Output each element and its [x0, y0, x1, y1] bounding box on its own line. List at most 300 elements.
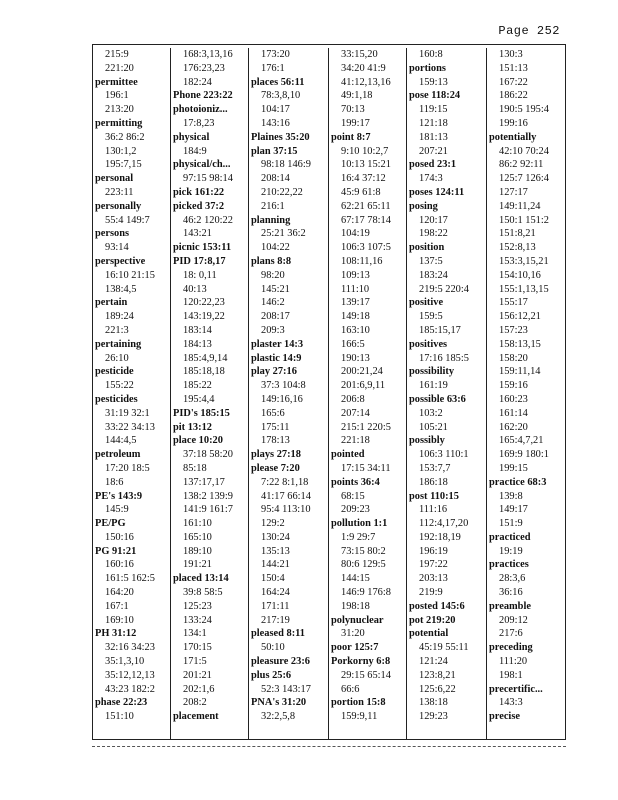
index-reference: 164:20 [105, 587, 134, 599]
index-reference: 206:8 [341, 393, 365, 405]
index-reference: 17:15 34:11 [341, 462, 391, 474]
index-column-3 [249, 48, 329, 739]
index-term: plus 25:6 [251, 669, 292, 681]
index-term: placement [173, 711, 219, 723]
index-reference: 109:13 [341, 269, 370, 281]
index-term: Plaines 35:20 [251, 131, 310, 143]
index-reference: 145:21 [261, 283, 290, 295]
index-term: PG 91:21 [95, 545, 137, 557]
index-reference: 129:2 [261, 518, 285, 530]
index-reference: 161:19 [419, 380, 448, 392]
index-reference: 159:11,14 [499, 366, 541, 378]
index-reference: 209:23 [341, 504, 370, 516]
index-reference: 18: 0,11 [183, 269, 217, 281]
index-reference: 139:8 [499, 490, 523, 502]
index-reference: 223:11 [105, 186, 134, 198]
index-reference: 42:10 70:24 [499, 145, 549, 157]
index-reference: 150:16 [105, 531, 134, 543]
index-reference: 50:10 [261, 642, 285, 654]
index-reference: 111:20 [499, 656, 528, 668]
index-term: point 8:7 [331, 131, 371, 143]
footer-divider [92, 746, 566, 747]
index-reference: 209:3 [261, 324, 285, 336]
index-term: posed 23:1 [409, 159, 457, 171]
index-term: plastic 14:9 [251, 352, 302, 364]
index-reference: 154:10,16 [499, 269, 541, 281]
index-reference: 175:11 [261, 421, 290, 433]
index-column-4 [329, 48, 407, 739]
index-reference: 156:12,21 [499, 311, 541, 323]
index-reference: 153:7,7 [419, 462, 451, 474]
index-reference: 171:5 [183, 656, 207, 668]
index-reference: 144:15 [341, 573, 370, 585]
index-reference: 36:16 [499, 587, 523, 599]
index-reference: 33:15,20 [341, 49, 378, 60]
index-reference: 98:18 146:9 [261, 159, 311, 171]
index-reference: 67:17 78:14 [341, 214, 391, 226]
index-reference: 146:2 [261, 297, 285, 309]
index-term: photoioniz... [173, 104, 228, 116]
index-reference: 139:17 [341, 297, 370, 309]
index-reference: 43:23 182:2 [105, 683, 155, 695]
index-reference: 196:1 [105, 90, 129, 102]
index-reference: 169:9 180:1 [499, 449, 549, 461]
index-reference: 17:8,23 [183, 117, 215, 129]
index-reference: 189:10 [183, 545, 212, 557]
index-reference: 198:22 [419, 228, 448, 240]
index-reference: 191:21 [183, 559, 212, 571]
index-reference: 93:14 [105, 242, 129, 254]
index-reference: 37:3 104:8 [261, 380, 306, 392]
index-reference: 125:7 126:4 [499, 173, 549, 185]
index-term: permittee [95, 76, 138, 88]
index-term: petroleum [95, 449, 141, 461]
index-reference: 149:16,16 [261, 393, 303, 405]
index-term: pit 13:12 [173, 421, 212, 433]
index-term: plan 37:15 [251, 145, 298, 157]
index-reference: 198:18 [341, 600, 370, 612]
index-term: Porkorny 6:8 [331, 656, 391, 668]
index-term: preceding [489, 642, 533, 654]
index-reference: 52:3 143:17 [261, 683, 311, 695]
index-term: Phone 223:22 [173, 90, 233, 102]
index-reference: 186:18 [419, 476, 448, 488]
index-reference: 55:4 149:7 [105, 214, 150, 226]
index-term: precise [489, 711, 520, 723]
index-reference: 97:15 98:14 [183, 173, 233, 185]
index-term: plays 27:18 [251, 449, 301, 461]
index-reference: 49:1,18 [341, 90, 373, 102]
index-reference: 174:3 [419, 173, 443, 185]
index-term: pointed [331, 449, 365, 461]
index-reference: 151:8,21 [499, 228, 536, 240]
index-reference: 213:20 [105, 104, 134, 116]
index-reference: 130:3 [499, 49, 523, 60]
index-reference: 68:15 [341, 490, 365, 502]
index-reference: 103:2 [419, 407, 443, 419]
index-reference: 37:18 58:20 [183, 449, 233, 461]
index-reference: 185:4,9,14 [183, 352, 228, 364]
index-term: pesticides [95, 393, 138, 405]
index-reference: 185:15,17 [419, 324, 461, 336]
index-reference: 35:1,3,10 [105, 656, 145, 668]
index-reference: 190:13 [341, 352, 370, 364]
index-reference: 160:8 [419, 49, 443, 60]
index-reference: 216:1 [261, 200, 285, 212]
index-reference: 208:14 [261, 173, 290, 185]
index-reference: 185:22 [183, 380, 212, 392]
index-reference: 62:21 65:11 [341, 200, 391, 212]
index-reference: 190:5 195:4 [499, 104, 549, 116]
index-reference: 184:9 [183, 145, 207, 157]
index-reference: 176:23,23 [183, 62, 225, 74]
index-reference: 31:19 32:1 [105, 407, 150, 419]
index-term: post 110:15 [409, 490, 459, 502]
index-reference: 203:13 [419, 573, 448, 585]
index-reference: 16:4 37:12 [341, 173, 386, 185]
index-term: pick 161:22 [173, 186, 225, 198]
index-reference: 162:20 [499, 421, 528, 433]
index-term: potentially [489, 131, 537, 143]
index-reference: 41:17 66:14 [261, 490, 311, 502]
index-reference: 120:22,23 [183, 297, 225, 309]
index-reference: 183:14 [183, 324, 212, 336]
index-term: personally [95, 200, 142, 212]
index-term: places 56:11 [251, 76, 305, 88]
index-reference: 9:10 10:2,7 [341, 145, 389, 157]
index-reference: 151:9 [499, 518, 523, 530]
index-reference: 171:11 [261, 600, 290, 612]
index-term: please 7:20 [251, 462, 300, 474]
index-reference: 28:3,6 [499, 573, 526, 585]
index-reference: 143:16 [261, 117, 290, 129]
index-term: possibly [409, 435, 445, 447]
index-term: pleasure 23:6 [251, 656, 310, 668]
index-term: PNA's 31:20 [251, 697, 307, 709]
index-reference: 155:17 [499, 297, 528, 309]
index-reference: 106:3 107:5 [341, 242, 391, 254]
index-reference: 184:13 [183, 338, 212, 350]
index-term: PID's 185:15 [173, 407, 230, 419]
index-reference: 186:22 [499, 90, 528, 102]
index-term: picked 37:2 [173, 200, 225, 212]
index-reference: 158:20 [499, 352, 528, 364]
index-reference: 217:19 [261, 614, 290, 626]
index-reference: 95:4 113:10 [261, 504, 311, 516]
index-column-1 [93, 48, 171, 739]
index-reference: 178:13 [261, 435, 290, 447]
index-reference: 137:17,17 [183, 476, 225, 488]
index-reference: 207:14 [341, 407, 370, 419]
index-reference: 138:4,5 [105, 283, 137, 295]
index-term: pot 219:20 [409, 614, 456, 626]
index-reference: 138:18 [419, 697, 448, 709]
index-reference: 165:4,7,21 [499, 435, 544, 447]
index-reference: 32:2,5,8 [261, 711, 296, 723]
index-term: persons [95, 228, 130, 240]
index-reference: 18:6 [105, 476, 124, 488]
index-reference: 210:22,22 [261, 186, 303, 198]
index-reference: 134:1 [183, 628, 207, 640]
index-reference: 208:17 [261, 311, 290, 323]
index-term: pleased 8:11 [251, 628, 305, 640]
index-reference: 106:3 110:1 [419, 449, 469, 461]
index-reference: 150:1 151:2 [499, 214, 549, 226]
index-term: portion 15:8 [331, 697, 386, 709]
index-reference: 133:24 [183, 614, 212, 626]
index-reference: 151:13 [499, 62, 528, 74]
index-reference: 165:10 [183, 531, 212, 543]
index-reference: 153:3,15,21 [499, 255, 549, 267]
index-reference: 129:23 [419, 711, 448, 723]
index-reference: 121:24 [419, 656, 448, 668]
index-reference: 40:13 [183, 283, 207, 295]
index-reference: 130:24 [261, 531, 290, 543]
index-term: pertaining [95, 338, 142, 350]
index-term: preamble [489, 600, 531, 612]
index-reference: 196:19 [419, 545, 448, 557]
index-reference: 150:4 [261, 573, 285, 585]
index-term: possible 63:6 [409, 393, 466, 405]
index-reference: 80:6 129:5 [341, 559, 386, 571]
index-reference: 10:13 15:21 [341, 159, 391, 171]
index-reference: 207:21 [419, 145, 448, 157]
index-term: possibility [409, 366, 455, 378]
index-term: practiced [489, 531, 531, 543]
index-reference: 144:21 [261, 559, 290, 571]
index-reference: 160:23 [499, 393, 528, 405]
index-reference: 208:2 [183, 697, 207, 709]
index-reference: 195:4,4 [183, 393, 215, 405]
index-reference: 199:15 [499, 462, 528, 474]
word-index-table [92, 44, 566, 740]
index-reference: 108:11,16 [341, 255, 383, 267]
index-term: poses 124:11 [409, 186, 465, 198]
index-term: points 36:4 [331, 476, 380, 488]
index-term: positive [409, 297, 444, 309]
index-reference: 221:3 [105, 324, 129, 336]
index-reference: 183:24 [419, 269, 448, 281]
index-column-5 [407, 48, 487, 739]
index-reference: 199:17 [341, 117, 370, 129]
index-reference: 39:8 58:5 [183, 587, 223, 599]
index-reference: 34:20 41:9 [341, 62, 386, 74]
index-term: phase 22:23 [95, 697, 148, 709]
index-reference: 146:9 176:8 [341, 587, 391, 599]
index-reference: 29:15 65:14 [341, 669, 391, 681]
index-reference: 152:8,13 [499, 242, 536, 254]
index-reference: 145:9 [105, 504, 129, 516]
index-term: pollution 1:1 [331, 518, 388, 530]
index-reference: 85:18 [183, 462, 207, 474]
index-reference: 46:2 120:22 [183, 214, 233, 226]
index-reference: 35:12,12,13 [105, 669, 155, 681]
index-reference: 104:19 [341, 228, 370, 240]
index-reference: 127:17 [499, 186, 528, 198]
index-reference: 45:19 55:11 [419, 642, 469, 654]
index-term: pose 118:24 [409, 90, 461, 102]
index-reference: 138:2 139:9 [183, 490, 233, 502]
index-reference: 17:16 185:5 [419, 352, 469, 364]
index-reference: 41:12,13,16 [341, 76, 391, 88]
index-reference: 36:2 86:2 [105, 131, 145, 143]
index-reference: 143:3 [499, 697, 523, 709]
index-reference: 143:21 [183, 228, 212, 240]
index-reference: 200:21,24 [341, 366, 383, 378]
index-term: PE's 143:9 [95, 490, 143, 502]
index-reference: 26:10 [105, 352, 129, 364]
index-reference: 104:17 [261, 104, 290, 116]
index-reference: 192:18,19 [419, 531, 461, 543]
index-reference: 123:8,21 [419, 669, 456, 681]
index-reference: 151:10 [105, 711, 134, 723]
index-reference: 176:1 [261, 62, 285, 74]
index-reference: 161:5 162:5 [105, 573, 155, 585]
index-reference: 217:6 [499, 628, 523, 640]
index-reference: 161:14 [499, 407, 528, 419]
index-term: place 10:20 [173, 435, 223, 447]
index-reference: 31:20 [341, 628, 365, 640]
index-reference: 33:22 34:13 [105, 421, 155, 433]
index-reference: 1:9 29:7 [341, 531, 376, 543]
index-term: permitting [95, 117, 143, 129]
index-reference: 144:4,5 [105, 435, 137, 447]
index-reference: 195:7,15 [105, 159, 142, 171]
index-term: physical [173, 131, 210, 143]
index-reference: 164:24 [261, 587, 290, 599]
index-reference: 125:23 [183, 600, 212, 612]
index-reference: 155:1,13,15 [499, 283, 549, 295]
index-reference: 173:20 [261, 49, 290, 60]
index-term: posing [409, 200, 438, 212]
index-reference: 137:5 [419, 255, 443, 267]
index-reference: 161:10 [183, 518, 212, 530]
index-term: positives [409, 338, 448, 350]
index-reference: 158:13,15 [499, 338, 541, 350]
index-reference: 70:13 [341, 104, 365, 116]
index-reference: 149:18 [341, 311, 370, 323]
index-term: plans 8:8 [251, 255, 292, 267]
index-reference: 135:13 [261, 545, 290, 557]
index-term: potential [409, 628, 449, 640]
index-term: practices [489, 559, 529, 571]
index-term: placed 13:14 [173, 573, 229, 585]
index-reference: 157:23 [499, 324, 528, 336]
index-reference: 149:11,24 [499, 200, 541, 212]
index-reference: 141:9 161:7 [183, 504, 233, 516]
index-reference: 165:6 [261, 407, 285, 419]
index-reference: 17:20 18:5 [105, 462, 150, 474]
index-reference: 125:6,22 [419, 683, 456, 695]
index-reference: 45:9 61:8 [341, 186, 381, 198]
index-reference: 197:22 [419, 559, 448, 571]
index-term: PID 17:8,17 [173, 255, 226, 267]
index-term: pesticide [95, 366, 134, 378]
index-reference: 159:13 [419, 76, 448, 88]
index-reference: 111:10 [341, 283, 370, 295]
index-reference: 215:1 220:5 [341, 421, 391, 433]
index-reference: 121:18 [419, 117, 448, 129]
index-term: poor 125:7 [331, 642, 379, 654]
index-reference: 182:24 [183, 76, 212, 88]
index-reference: 32:16 34:23 [105, 642, 155, 654]
index-reference: 199:16 [499, 117, 528, 129]
index-term: polynuclear [331, 614, 384, 626]
index-reference: 169:10 [105, 614, 134, 626]
index-reference: 104:22 [261, 242, 290, 254]
index-term: posted 145:6 [409, 600, 465, 612]
index-reference: 130:1,2 [105, 145, 137, 157]
index-term: PH 31:12 [95, 628, 137, 640]
index-reference: 167:1 [105, 600, 129, 612]
index-reference: 98:20 [261, 269, 285, 281]
index-reference: 163:10 [341, 324, 370, 336]
index-term: personal [95, 173, 134, 185]
index-column-2 [171, 48, 249, 739]
index-reference: 209:12 [499, 614, 528, 626]
index-term: PE/PG [95, 518, 126, 530]
index-reference: 185:18,18 [183, 366, 225, 378]
index-reference: 159:16 [499, 380, 528, 392]
index-reference: 16:10 21:15 [105, 269, 155, 281]
index-term: perspective [95, 255, 146, 267]
index-reference: 159:5 [419, 311, 443, 323]
index-reference: 159:9,11 [341, 711, 378, 723]
index-term: precertific... [489, 683, 543, 695]
index-reference: 149:17 [499, 504, 528, 516]
index-reference: 73:15 80:2 [341, 545, 386, 557]
index-reference: 189:24 [105, 311, 134, 323]
index-reference: 7:22 8:1,18 [261, 476, 309, 488]
index-reference: 202:1,6 [183, 683, 215, 695]
index-term: picnic 153:11 [173, 242, 232, 254]
index-term: position [409, 242, 445, 254]
index-reference: 120:17 [419, 214, 448, 226]
index-reference: 221:20 [105, 62, 134, 74]
index-reference: 219:5 220:4 [419, 283, 469, 295]
index-reference: 19:19 [499, 545, 523, 557]
index-reference: 86:2 92:11 [499, 159, 544, 171]
index-column-6 [487, 48, 567, 739]
index-reference: 25:21 36:2 [261, 228, 306, 240]
index-reference: 66:6 [341, 683, 360, 695]
index-term: physical/ch... [173, 159, 231, 171]
index-reference: 219:9 [419, 587, 443, 599]
index-reference: 201:21 [183, 669, 212, 681]
index-reference: 170:15 [183, 642, 212, 654]
index-reference: 111:16 [419, 504, 448, 516]
index-term: play 27:16 [251, 366, 297, 378]
index-term: pertain [95, 297, 128, 309]
index-reference: 160:16 [105, 559, 134, 571]
index-reference: 201:6,9,11 [341, 380, 386, 392]
index-reference: 167:22 [499, 76, 528, 88]
index-term: plaster 14:3 [251, 338, 304, 350]
index-reference: 78:3,8,10 [261, 90, 301, 102]
index-term: planning [251, 214, 291, 226]
index-reference: 221:18 [341, 435, 370, 447]
index-reference: 143:19,22 [183, 311, 225, 323]
index-reference: 181:13 [419, 131, 448, 143]
index-reference: 198:1 [499, 669, 523, 681]
index-reference: 166:5 [341, 338, 365, 350]
index-reference: 119:15 [419, 104, 448, 116]
index-reference: 112:4,17,20 [419, 518, 469, 530]
index-reference: 168:3,13,16 [183, 49, 233, 60]
index-reference: 105:21 [419, 421, 448, 433]
index-term: practice 68:3 [489, 476, 547, 488]
index-reference: 155:22 [105, 380, 134, 392]
